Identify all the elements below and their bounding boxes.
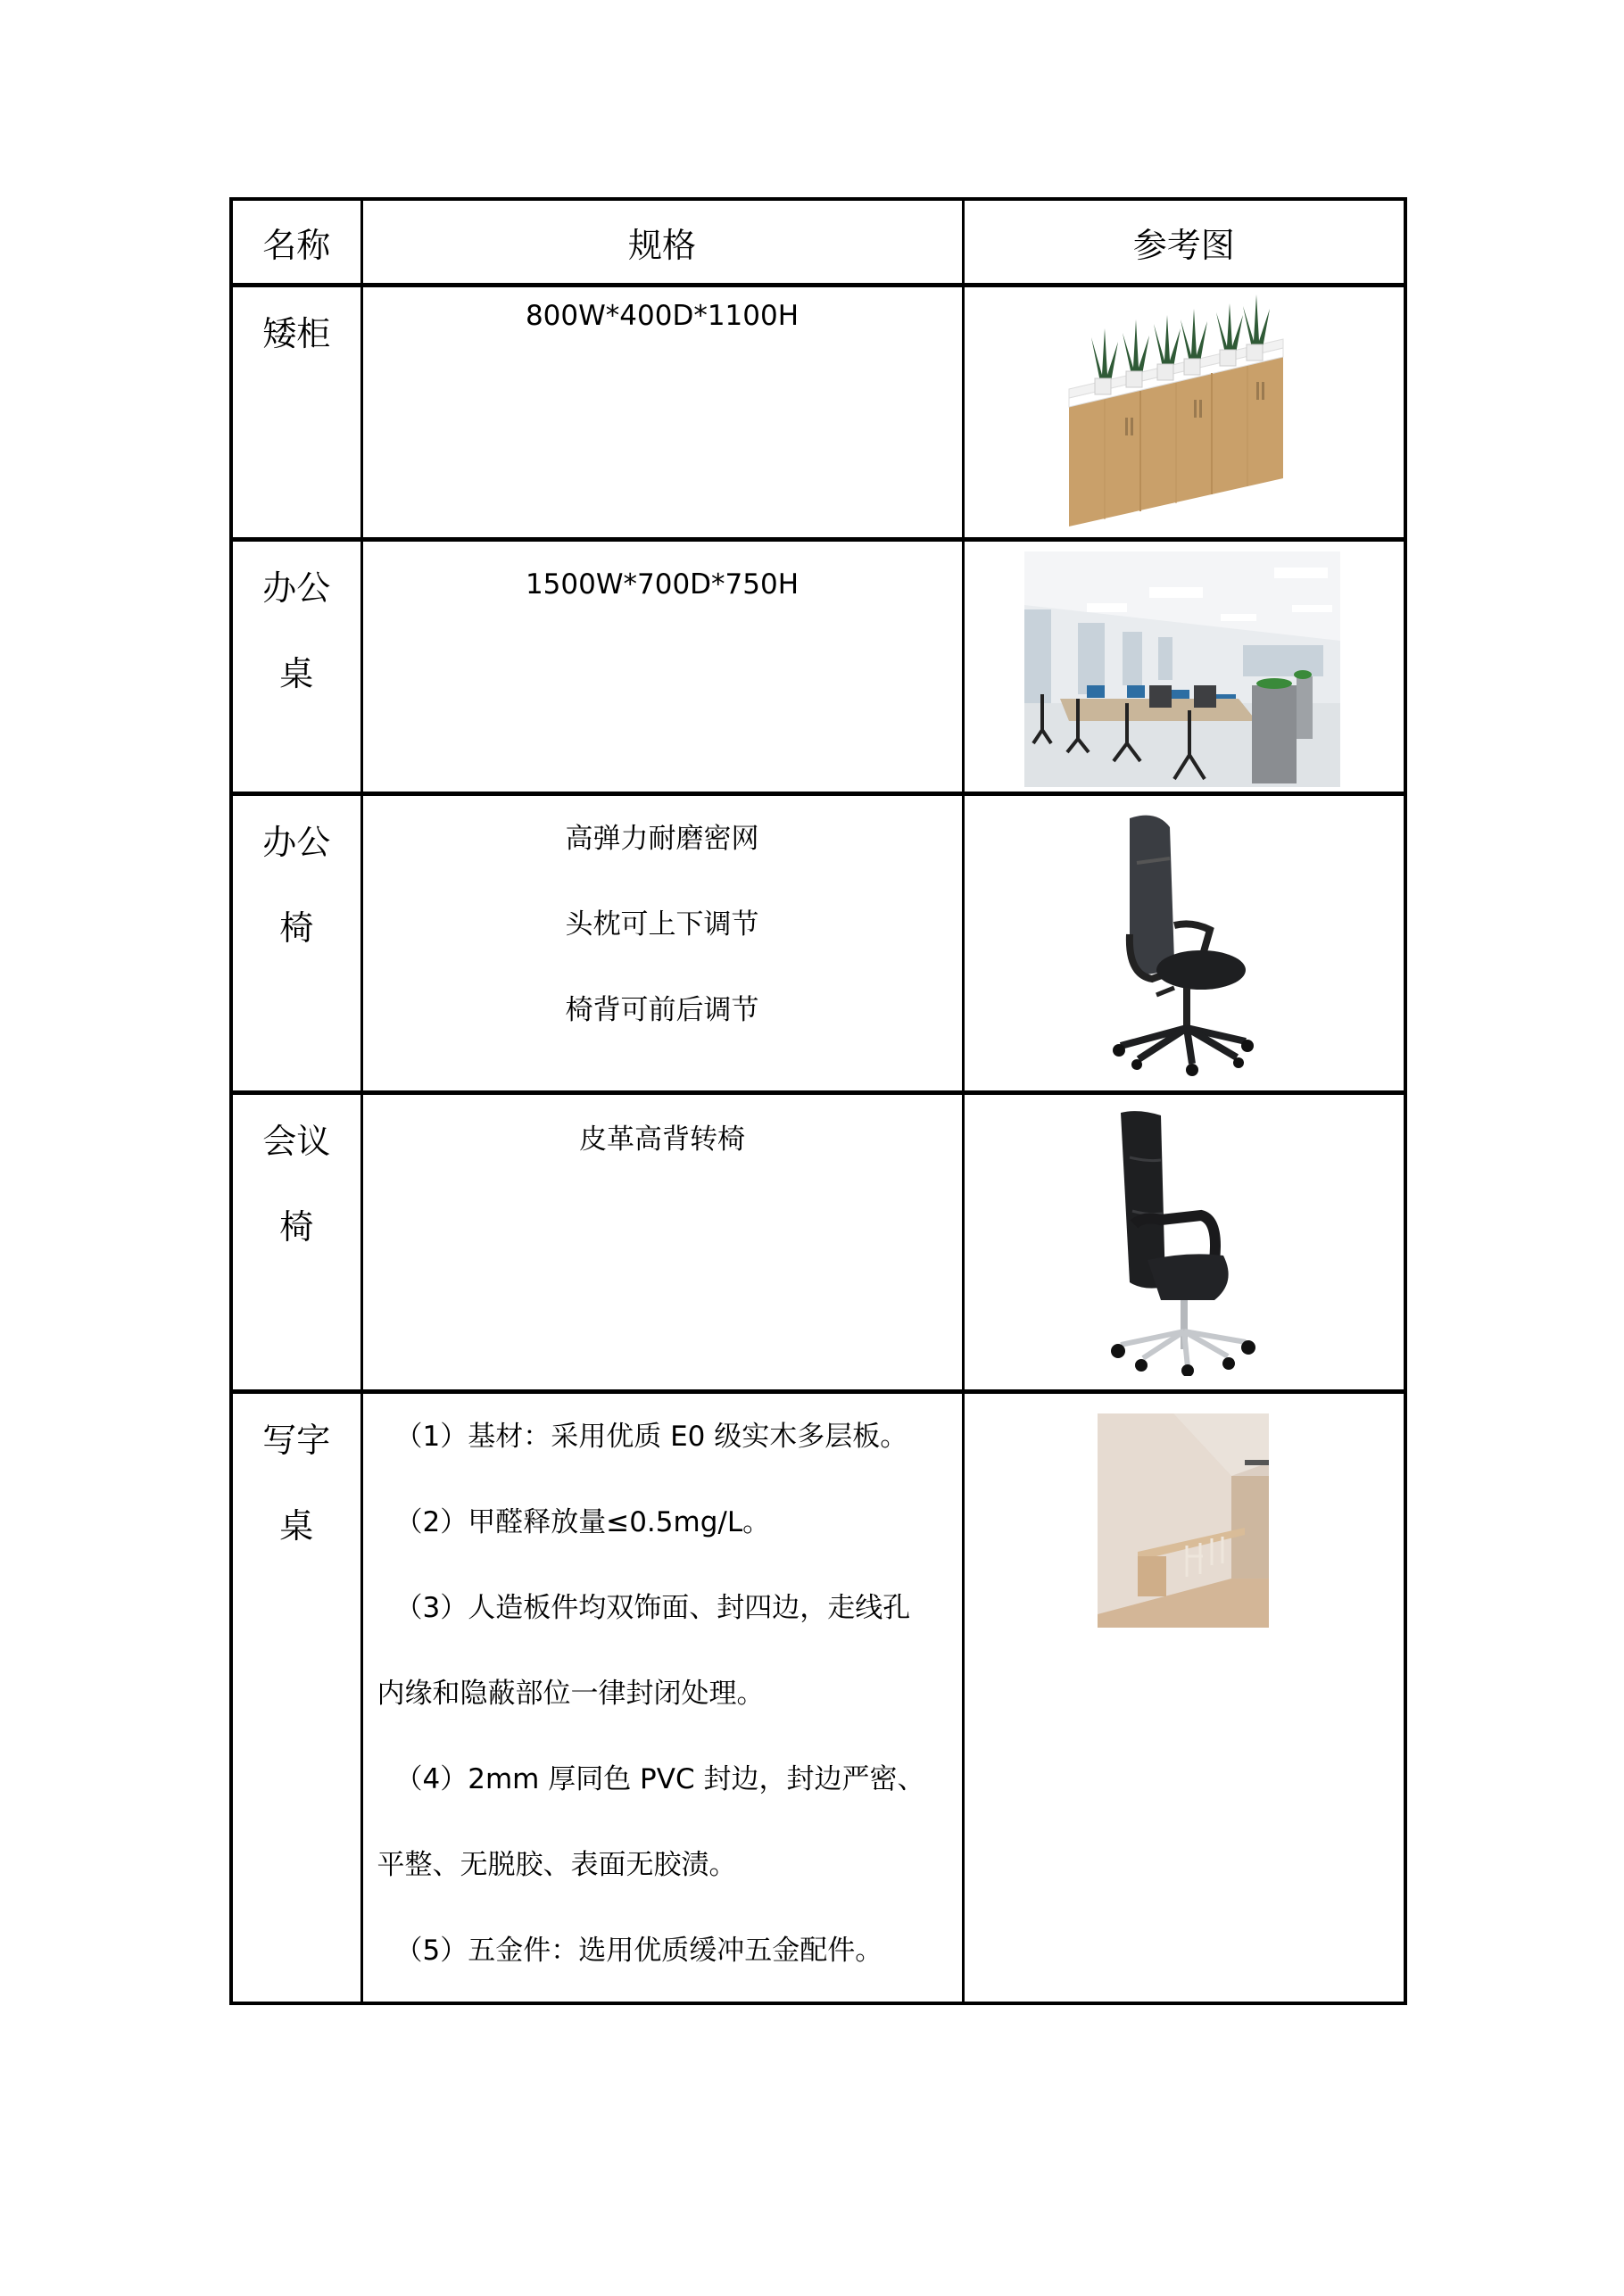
item-spec-line: 1500W*700D*750H [525, 568, 800, 601]
header-reference: 参考图 [963, 199, 1405, 286]
table-row [231, 540, 1405, 794]
item-name: 办公 [262, 823, 331, 862]
table-row [231, 1093, 1405, 1392]
item-name-cell [231, 540, 361, 794]
header-spec: 规格 [361, 199, 963, 286]
item-name-cell [231, 794, 361, 1093]
item-reference-cell [963, 1093, 1405, 1392]
item-name-cell [231, 286, 361, 540]
item-name: 办公 [262, 568, 331, 608]
item-name: 椅 [279, 1207, 314, 1247]
item-name: 会议 [262, 1122, 331, 1161]
item-spec-line: 800W*400D*1100H [525, 300, 800, 332]
table-header-row [231, 199, 1405, 286]
item-spec-cell [361, 794, 963, 1093]
item-reference-cell [963, 286, 1405, 540]
item-spec-line: 平整、无脱胶、表面无胶渍。 [377, 1849, 737, 1881]
item-name: 桌 [279, 654, 314, 693]
item-spec-line: （2）甲醛释放量≤0.5mg/L。 [394, 1506, 771, 1538]
item-spec-cell [361, 1093, 963, 1392]
item-spec-line: （3）人造板件均双饰面、封四边，走线孔 [394, 1592, 911, 1624]
item-spec-cell [361, 286, 963, 540]
item-name: 桌 [279, 1506, 314, 1546]
open-office-workstations-image [1024, 551, 1340, 787]
item-reference-cell [963, 1392, 1405, 2003]
item-spec-line: 高弹力耐磨密网 [565, 823, 759, 855]
item-spec-line: （1）基材：采用优质 E0 级实木多层板。 [394, 1421, 908, 1453]
leather-high-back-chair-image [1098, 1108, 1268, 1376]
furniture-spec-table [229, 197, 1407, 2005]
item-spec-line: 椅背可前后调节 [565, 994, 759, 1026]
item-name: 矮柜 [262, 314, 331, 353]
cabinet-with-planters-image [1065, 293, 1288, 526]
item-reference-cell [963, 794, 1405, 1093]
item-spec-line: 内缘和隐蔽部位一律封闭处理。 [377, 1678, 765, 1710]
item-name: 写字 [262, 1421, 331, 1460]
item-spec-cell [361, 1392, 963, 2003]
table-row [231, 286, 1405, 540]
item-name: 椅 [279, 908, 314, 948]
item-spec-line: 皮革高背转椅 [579, 1123, 745, 1156]
mesh-office-chair-image [1103, 809, 1272, 1077]
item-spec-line: 头枕可上下调节 [565, 908, 759, 941]
writing-desk-room-image [1098, 1413, 1269, 1628]
item-name-cell [231, 1093, 361, 1392]
table-row [231, 794, 1405, 1093]
table-row [231, 1392, 1405, 2003]
item-reference-cell [963, 540, 1405, 794]
item-name-cell [231, 1392, 361, 2003]
item-spec-cell [361, 540, 963, 794]
item-spec-line: （4）2mm 厚同色 PVC 封边，封边严密、 [394, 1763, 925, 1795]
item-spec-line: （5）五金件：选用优质缓冲五金配件。 [394, 1935, 883, 1967]
header-name: 名称 [231, 199, 361, 286]
